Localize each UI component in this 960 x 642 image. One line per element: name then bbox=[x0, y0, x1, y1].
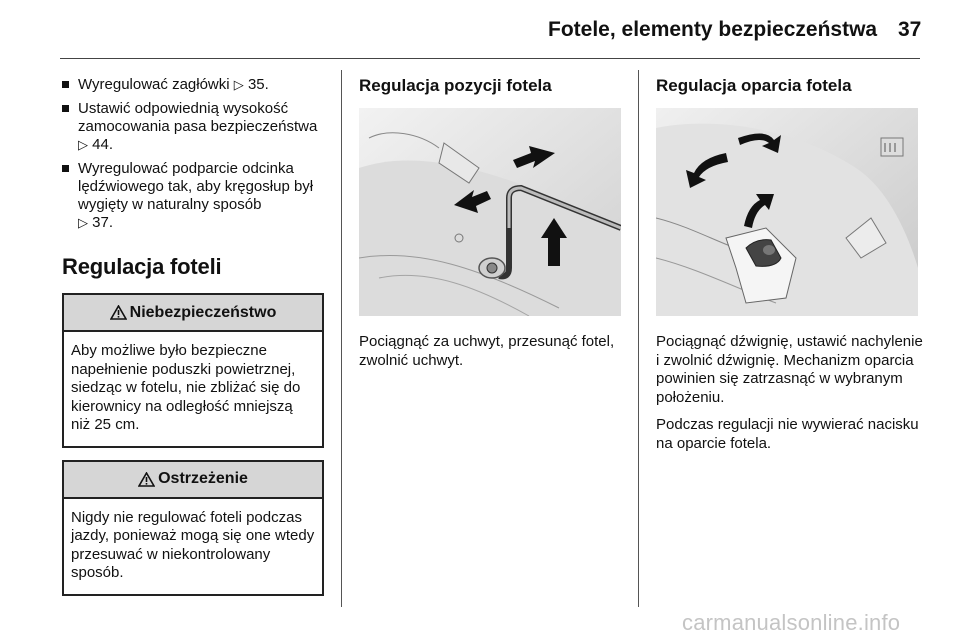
reference-arrow-icon: ▷ bbox=[78, 215, 88, 230]
warning-box-text: Nigdy nie regulować foteli podczas jazdy, ponieważ mogą się one wtedy przesuwać w niekontrolowany sposób. bbox=[71, 508, 315, 581]
backrest-adjustment-illustration bbox=[656, 108, 918, 316]
warning-triangle-icon bbox=[138, 472, 155, 487]
middle-column bbox=[359, 76, 625, 370]
bullet-text: Ustawić odpowiednią wysokość zamocowania pasa bezpieczeństwa bbox=[78, 100, 318, 135]
bullet-text: Wyregulować podparcie odcinka lędźwiowego tak, aby kręgosłup był wygięty w naturalny sposób bbox=[78, 160, 314, 213]
page-number: 37 bbox=[898, 18, 922, 41]
warning-box-heading bbox=[64, 462, 322, 499]
warning-box bbox=[62, 460, 324, 596]
danger-heading-text: Niebezpieczeństwo bbox=[129, 303, 277, 321]
seat-position-illustration bbox=[359, 108, 621, 316]
bullet-page-ref[interactable]: 37. bbox=[92, 214, 114, 231]
reference-arrow-icon: ▷ bbox=[233, 77, 244, 92]
bullet-page-ref[interactable]: 44. bbox=[92, 136, 114, 153]
section-title: Regulacja foteli bbox=[62, 254, 222, 279]
backrest-text: Pociągnąć dźwignię, ustawić nachylenie i zwolnić dźwignię. Mechanizm oparcia powinien się zatrzasnąć w wybranym położeniu. bbox=[656, 333, 923, 406]
bullet-list bbox=[62, 76, 326, 232]
column-divider bbox=[341, 70, 342, 607]
danger-box-heading bbox=[64, 295, 322, 332]
bullet-text: Wyregulować zagłówki bbox=[78, 76, 230, 93]
subsection-title: Regulacja oparcia fotela bbox=[656, 76, 852, 95]
seat-position-text: Pociągnąć za uchwyt, przesunąć fotel, zwolnić uchwyt. bbox=[359, 333, 615, 369]
bullet-page-ref[interactable]: 35. bbox=[247, 76, 269, 93]
bullet-item bbox=[62, 76, 326, 94]
subsection-title: Regulacja pozycji fotela bbox=[359, 76, 552, 95]
bullet-square-icon bbox=[62, 165, 69, 172]
danger-box bbox=[62, 293, 324, 448]
backrest-caution-text: Podczas regulacji nie wywierać nacisku na oparcie fotela. bbox=[656, 416, 919, 452]
left-column bbox=[62, 76, 326, 608]
column-divider bbox=[638, 70, 639, 607]
warning-heading-text: Ostrzeżenie bbox=[158, 470, 248, 487]
bullet-square-icon bbox=[62, 105, 69, 112]
bullet-item bbox=[62, 100, 326, 154]
bullet-square-icon bbox=[62, 81, 69, 88]
bullet-item bbox=[62, 160, 326, 232]
reference-arrow-icon: ▷ bbox=[78, 137, 88, 152]
watermark: carmanualsonline.info bbox=[682, 610, 901, 635]
right-column bbox=[656, 76, 926, 453]
warning-triangle-icon bbox=[110, 305, 127, 320]
danger-box-text: Aby możliwe było bezpieczne napełnienie poduszki powietrznej, siedząc w fotelu, nie zbliżać się do kierownicy na odległość mniejszą niż 25 cm. bbox=[71, 342, 301, 433]
header-rule bbox=[60, 58, 920, 59]
page-header-title: Fotele, elementy bezpieczeństwa bbox=[548, 18, 878, 41]
